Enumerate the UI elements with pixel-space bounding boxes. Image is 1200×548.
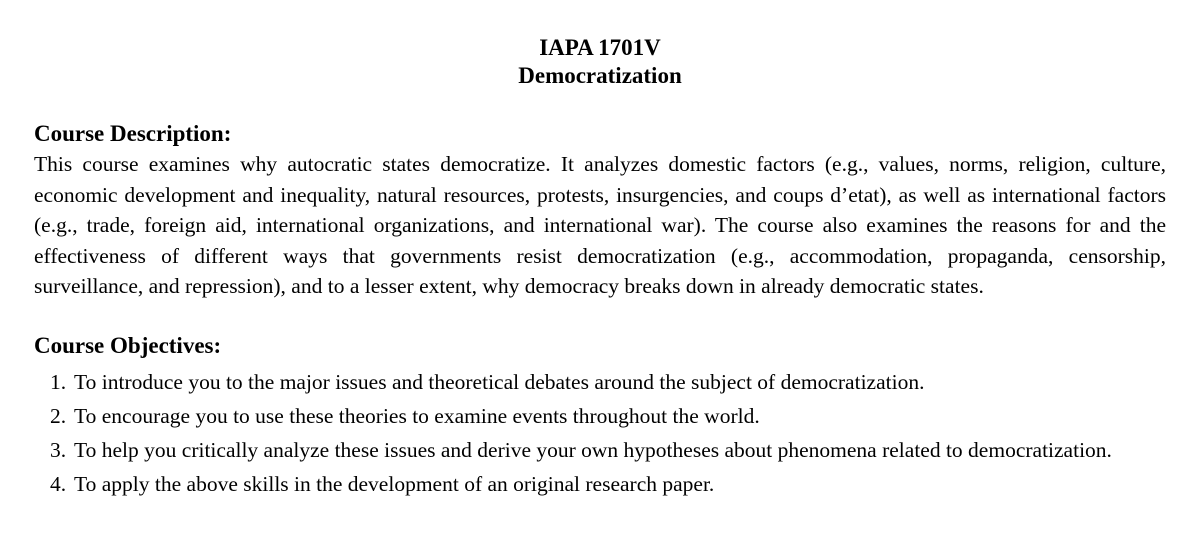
objective-item	[34, 433, 1166, 467]
objective-item	[34, 467, 1166, 501]
objective-number: 1.	[50, 369, 67, 394]
syllabus-page	[34, 34, 1166, 501]
course-code: IAPA 1701V	[539, 35, 661, 60]
objective-text: To apply the above skills in the development of an original research paper.	[74, 471, 715, 496]
objective-number: 3.	[50, 437, 67, 462]
objective-text: To introduce you to the major issues and theoretical debates around the subject of democratization.	[74, 369, 925, 394]
objective-number: 4.	[50, 471, 67, 496]
objective-item	[34, 399, 1166, 433]
objectives-heading: Course Objectives:	[34, 332, 222, 358]
description-text: This course examines why autocratic states democratize. It analyzes domestic factors (e.g., values, norms, religion, culture, economic development and inequality, natural resources, protests, insurgencies, and coups d’etat), as well as international factors (e.g., trade, foreign aid, international organizations, and international war). The course also examines the reasons for and the effectiveness of different ways that governments resist democratization (e.g., accommodation, propaganda, censorship, surveillance, and repression), and to a lesser extent, why democracy breaks down in already democratic states.	[34, 152, 1166, 298]
objective-text: To encourage you to use these theories to examine events throughout the world.	[74, 403, 760, 428]
objective-number: 2.	[50, 403, 67, 428]
objective-item	[34, 365, 1166, 399]
course-title: Democratization	[518, 63, 682, 88]
objective-text: To help you critically analyze these issues and derive your own hypotheses about phenomena related to democratization.	[74, 437, 1112, 462]
objectives-list	[34, 365, 1166, 501]
description-heading: Course Description:	[34, 121, 232, 146]
